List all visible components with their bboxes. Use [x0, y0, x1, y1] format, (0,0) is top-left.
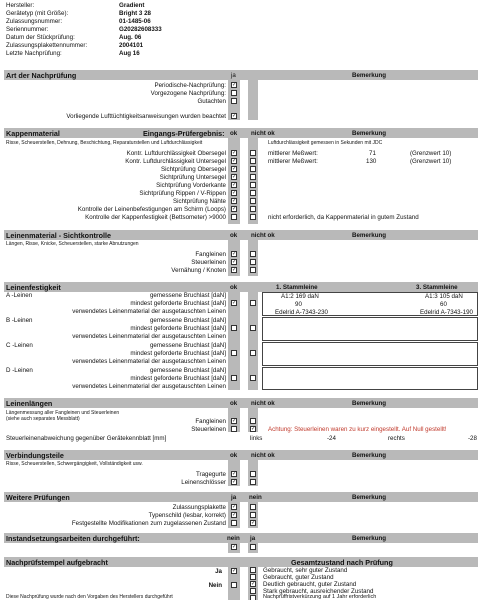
group-label: B -Leinen — [6, 317, 33, 324]
checkbox[interactable] — [250, 544, 256, 550]
section-title: Leinenmaterial - Sichtkontrolle — [6, 231, 112, 240]
section-bar-weitere — [4, 492, 478, 502]
header-key: Zulassungsplakettennummer: — [6, 42, 88, 49]
measurement-label: mittlerer Meßwert: — [268, 150, 318, 157]
section-description: Risse, Scheuerstellen, Dehnung, Beschichtung, Reparaturstellen und Luftdurchlässigkeit — [6, 140, 203, 146]
measurement-value: 130 — [366, 158, 377, 165]
checkbox[interactable]: ✓ — [251, 520, 256, 526]
section-bar-laengen — [4, 398, 478, 408]
column-header-nein: nein — [227, 535, 240, 542]
column-gap — [240, 80, 248, 120]
checkbox[interactable] — [250, 350, 256, 356]
checkbox[interactable]: ✓ — [232, 479, 237, 485]
checkbox[interactable]: ✓ — [232, 174, 237, 180]
section-description: Längenmessung aller Fangleinen und Steuerleinen — [6, 410, 120, 416]
checkbox[interactable] — [250, 325, 256, 331]
measurement-limit: (Grenzwert 10) — [410, 158, 452, 165]
checkbox[interactable] — [250, 300, 256, 306]
row-label: Kontr. Luftdurchlässigkeit Obersegel — [126, 150, 226, 157]
column-header-bemerkung: Bemerkung — [352, 535, 387, 542]
column-header-nicht-ok: nicht ok — [251, 130, 275, 137]
footnote: Diese Nachprüfung wurde nach den Vorgaben des Herstellers durchgeführt — [6, 594, 173, 600]
row-label: Sichtprüfung Nähte — [173, 198, 226, 205]
row-label: Tragegurte — [195, 471, 226, 478]
section-title: Instandsetzungsarbeiten durchgeführt: — [6, 534, 140, 543]
row-label: Vernähung / Knoten — [171, 267, 226, 274]
row-label: Gutachten — [197, 98, 226, 105]
measurement-box — [262, 367, 478, 390]
row-label: Sichtprüfung Vorderkante — [156, 182, 226, 189]
checkbox[interactable]: ✓ — [232, 418, 237, 424]
row-label: gemessene Bruchlast [daN] — [149, 342, 226, 349]
header-value: G20282608333 — [119, 26, 162, 33]
checkbox[interactable] — [231, 98, 237, 104]
condition-label: Deutlich gebraucht, guter Zustand — [263, 581, 357, 588]
column-header-bemerkung: Bemerkung — [352, 232, 387, 239]
checkbox[interactable] — [250, 251, 256, 257]
row-label: Festgestellte Modifikationen zum zugelassenen Zustand — [71, 520, 226, 527]
row-label: verwendetes Leinenmaterial der ausgetauschten Leinen — [72, 358, 226, 365]
column-header-bemerkung: Bemerkung — [352, 130, 387, 137]
checkbox[interactable] — [250, 375, 256, 381]
column-header-ok: ok — [230, 130, 238, 137]
measurement-box — [262, 317, 478, 341]
column-header-nein: nein — [249, 494, 262, 501]
checkbox[interactable] — [231, 325, 237, 331]
condition-label: Stark gebraucht, ausreichender Zustand — [263, 588, 374, 595]
checkbox[interactable]: ✓ — [232, 182, 237, 188]
header-key: Hersteller: — [6, 2, 35, 9]
row-label: verwendetes Leinenmaterial der ausgetauschten Leinen — [72, 308, 226, 315]
checkbox[interactable] — [250, 479, 256, 485]
header-key: Gerätetyp (mit Größe): — [6, 10, 69, 17]
row-label: mindest geforderte Bruchlast [daN] — [130, 325, 226, 332]
section-bar-verbindung — [4, 450, 478, 460]
checkbox[interactable] — [250, 214, 256, 220]
checkbox[interactable]: ✓ — [232, 512, 237, 518]
column-header-nicht-ok: nicht ok — [251, 232, 275, 239]
header-key: Zulassungsnummer: — [6, 18, 63, 25]
checkbox[interactable] — [250, 166, 256, 172]
row-label: Typenschild (lesbar, korrekt) — [148, 512, 226, 519]
row-label: Vorgezogene Nachprüfung: — [150, 90, 226, 97]
row-label: verwendetes Leinenmaterial der ausgetauschten Leinen — [72, 383, 226, 390]
section-bar-festigkeit — [4, 282, 478, 292]
row-label: verwendetes Leinenmaterial der ausgetauschten Leinen — [72, 333, 226, 340]
checkbox[interactable] — [250, 471, 256, 477]
column-bg — [248, 80, 258, 120]
checkbox[interactable] — [231, 582, 237, 588]
value-a-3-material: Edelrid A-7343-190 — [420, 309, 473, 316]
row-label: gemessene Bruchlast [daN] — [149, 292, 226, 299]
column-header-ja: ja — [231, 494, 237, 501]
header-key: Datum der Stückprüfung: — [6, 34, 75, 41]
header-value: 2004101 — [119, 42, 144, 49]
row-label: Sichtprüfung Obersegel — [160, 166, 226, 173]
value-a-1-required: 90 — [295, 301, 302, 308]
header-value: Gradient — [119, 2, 145, 9]
checkbox[interactable] — [231, 426, 237, 432]
checkbox[interactable] — [250, 198, 256, 204]
column-header-stammleine-1: 1. Stammleine — [276, 284, 318, 291]
checkbox[interactable] — [231, 90, 237, 96]
row-label: Zulassungsplakette — [172, 504, 226, 511]
column-header-nicht-ok: nicht ok — [251, 400, 275, 407]
checkbox[interactable] — [250, 259, 256, 265]
stamp-yes-label: Ja — [215, 568, 222, 575]
row-label: Fangleinen — [195, 418, 226, 425]
checkbox[interactable] — [250, 504, 256, 510]
checkbox[interactable]: ✓ — [232, 206, 237, 212]
section-subtitle: Eingangs-Prüfergebnis: — [143, 129, 225, 138]
deviation-right-value: -28 — [468, 435, 477, 442]
checkbox[interactable] — [231, 520, 237, 526]
header-value: 01-1485-06 — [119, 18, 151, 25]
measurement-limit: (Grenzwert 10) — [410, 150, 452, 157]
condition-label: Gebraucht, sehr guter Zustand — [263, 567, 348, 574]
checkbox[interactable] — [250, 574, 256, 580]
remark-warning: Achtung: Steuerleinen waren zu kurz eingestellt. Auf Null gestellt! — [268, 426, 447, 433]
checkbox[interactable]: ✓ — [232, 471, 237, 477]
checkbox[interactable]: ✓ — [232, 504, 237, 510]
measurement-value: 71 — [369, 150, 376, 157]
checkbox[interactable] — [250, 206, 256, 212]
section-subtitle: Gesamtzustand nach Prüfung — [291, 558, 393, 567]
row-label: mindest geforderte Bruchlast [daN] — [130, 350, 226, 357]
row-label: Periodische-Nachprüfung: — [154, 82, 226, 89]
checkbox[interactable] — [231, 375, 237, 381]
measurement-box — [262, 342, 478, 366]
checkbox[interactable] — [250, 588, 256, 594]
value-a-1-material: Edelrid A-7343-230 — [275, 309, 328, 316]
checkbox[interactable]: ✓ — [232, 544, 237, 550]
checkbox[interactable] — [250, 158, 256, 164]
checkbox[interactable]: ✓ — [232, 568, 237, 574]
section-title: Nachprüfstempel aufgebracht — [6, 558, 108, 567]
checkbox[interactable] — [250, 190, 256, 196]
row-label: Kontr. Luftdurchlässigkeit Untersegel — [125, 158, 226, 165]
row-label: Steuerleinen — [191, 259, 226, 266]
column-header-bemerkung: Bemerkung — [352, 494, 387, 501]
column-header-nicht-ok: nicht ok — [251, 452, 275, 459]
checkbox[interactable] — [250, 567, 256, 573]
checkbox[interactable] — [250, 418, 256, 424]
checkbox[interactable]: ✓ — [232, 300, 237, 306]
header-key: Letzte Nachprüfung: — [6, 50, 62, 57]
condition-label: Gebraucht, guter Zustand — [263, 574, 334, 581]
section-bar-kappen — [4, 128, 478, 138]
group-label: A -Leinen — [6, 292, 33, 299]
checkbox[interactable] — [250, 174, 256, 180]
section-title: Leinenlängen — [6, 399, 53, 408]
header-value: Aug. 06 — [119, 34, 142, 41]
checkbox[interactable] — [231, 350, 237, 356]
row-label: Kontrolle der Leinenbefestigungen am Schirm (Loops) — [77, 206, 226, 213]
row-label: Leinenschlösser — [181, 479, 226, 486]
row-label: Fangleinen — [195, 251, 226, 258]
column-header-ok: ok — [230, 400, 238, 407]
section-title: Art der Nachprüfung — [6, 71, 77, 80]
stamp-no-label: Nein — [208, 582, 222, 589]
checkbox[interactable]: ✓ — [232, 190, 237, 196]
header-value: Aug 16 — [119, 50, 140, 57]
row-label: Sichtprüfung Rippen / V-Rippen — [139, 190, 226, 197]
checkbox[interactable] — [250, 150, 256, 156]
checkbox[interactable] — [231, 214, 237, 220]
header-key: Seriennummer: — [6, 26, 49, 33]
column-header-ja: ja — [231, 72, 236, 79]
row-label: Vorliegende Lufttüchtigkeitsanweisungen wurden beachtet — [66, 113, 226, 120]
row-label: Sichtprüfung Untersegel — [159, 174, 226, 181]
header-value: Bright 3 28 — [119, 10, 151, 17]
column-header-ok: ok — [230, 452, 238, 459]
row-label: gemessene Bruchlast [daN] — [149, 317, 226, 324]
checkbox[interactable]: ✓ — [232, 150, 237, 156]
deviation-left-value: -24 — [327, 435, 336, 442]
value-a-3-required: 60 — [440, 301, 447, 308]
checkbox[interactable] — [250, 182, 256, 188]
column-header-stammleine-3: 3. Stammleine — [416, 284, 458, 291]
section-description: Risse, Scheuerstellen, Schwergängigkeit, Vollständigkeit usw. — [6, 461, 143, 467]
deviation-left-label: links — [250, 435, 263, 442]
deviation-right-label: rechts — [388, 435, 405, 442]
row-label: gemessene Bruchlast [daN] — [149, 367, 226, 374]
column-header-bemerkung: Bemerkung — [352, 400, 387, 407]
row-label: mindest geforderte Bruchlast [daN] — [130, 300, 226, 307]
section-title: Verbindungsteile — [6, 451, 64, 460]
group-label: C -Leinen — [6, 342, 33, 349]
checkbox[interactable]: ✓ — [232, 82, 237, 88]
row-label: Kontrolle der Kappenfestigkeit (Bettsometer) >9000 — [85, 214, 226, 221]
column-header-ok: ok — [230, 284, 238, 291]
column-header-ok: ok — [230, 232, 238, 239]
remark-text: nicht erforderlich, da Kappenmaterial in gutem Zustand — [268, 214, 419, 221]
column-header-bemerkung: Bemerkung — [352, 452, 387, 459]
checkbox[interactable]: ✓ — [251, 426, 256, 432]
checkbox[interactable]: ✓ — [232, 251, 237, 257]
deviation-label: Steuerleinenabweichung gegenüber Gerätekennblatt [mm] — [6, 435, 167, 442]
section-title: Kappenmaterial — [6, 129, 60, 138]
condition-label: Nachprüffristverkürzung auf 1 Jahr erforderlich — [263, 594, 377, 600]
checkbox[interactable]: ✓ — [232, 113, 237, 119]
section-title: Leinenfestigkeit — [6, 283, 61, 292]
checkbox[interactable] — [250, 512, 256, 518]
section-description: Längen, Risse, Knicke, Scheuerstellen, starke Abnutzungen — [6, 241, 139, 247]
group-label: D -Leinen — [6, 367, 33, 374]
row-label: Steuerleinen — [191, 426, 226, 433]
value-a-3-measured: A1:3 105 daN — [425, 293, 463, 300]
checkbox[interactable]: ✓ — [232, 166, 237, 172]
checkbox[interactable]: ✓ — [232, 267, 237, 273]
checkbox[interactable] — [250, 267, 256, 273]
remark-note: Luftdurchlässigkeit gemessen in Sekunden mit JDC — [268, 140, 383, 146]
section-description: (siehe auch separates Messblatt) — [6, 416, 80, 422]
column-header-bemerkung: Bemerkung — [352, 72, 387, 79]
section-title: Weitere Prüfungen — [6, 493, 70, 502]
checkbox[interactable] — [250, 595, 256, 600]
checkbox[interactable]: ✓ — [251, 581, 256, 587]
measurement-label: mittlerer Meßwert: — [268, 158, 318, 165]
checkbox[interactable]: ✓ — [232, 158, 237, 164]
column-header-ja: ja — [250, 535, 256, 542]
value-a-1-measured: A1:2 169 daN — [281, 293, 319, 300]
row-label: mindest geforderte Bruchlast [daN] — [130, 375, 226, 382]
checkbox[interactable]: ✓ — [232, 259, 237, 265]
checkbox[interactable]: ✓ — [232, 198, 237, 204]
